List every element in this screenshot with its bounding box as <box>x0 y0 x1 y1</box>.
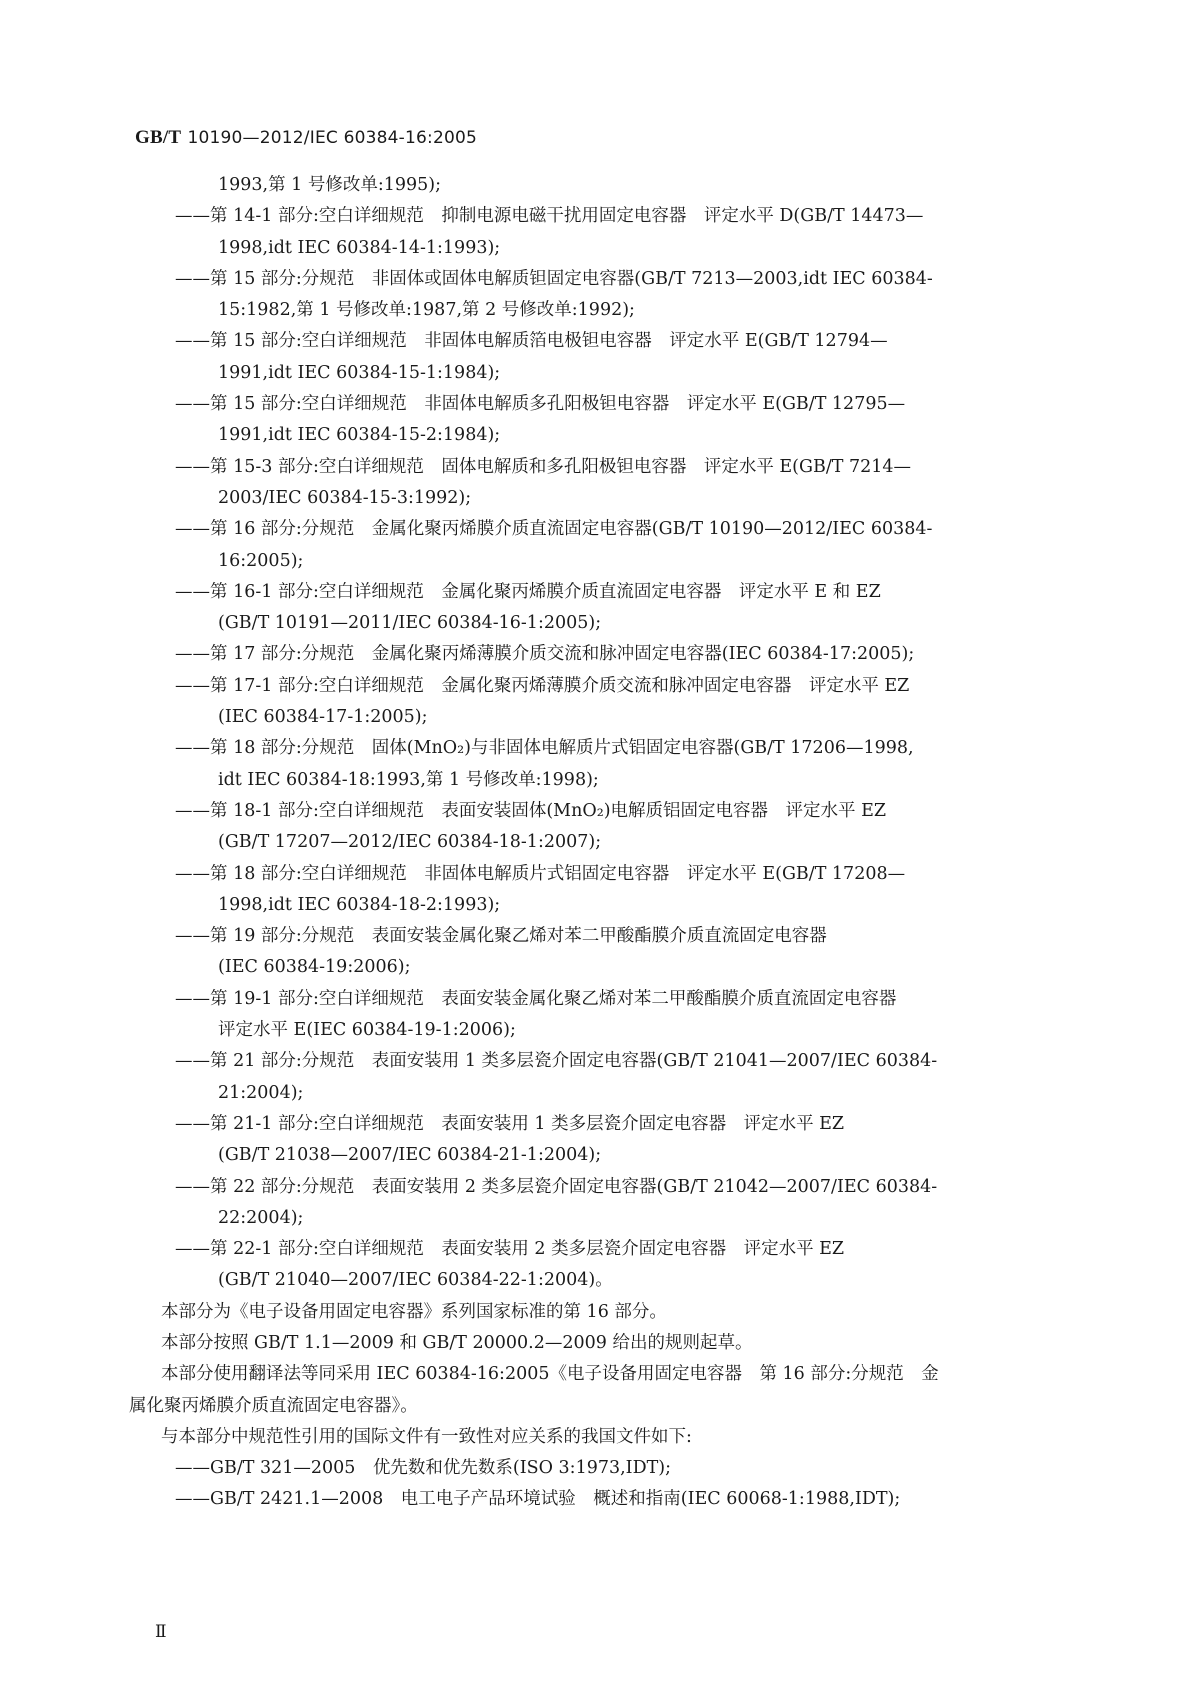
list-item-line1: ——第 22 部分:分规范 表面安装用 2 类多层瓷介固定电容器(GB/T 21042—2007/IEC 60384- <box>175 1176 938 1197</box>
list-item-line1: ——第 22-1 部分:空白详细规范 表面安装用 2 类多层瓷介固定电容器 评定水平 EZ <box>175 1239 845 1260</box>
document-body <box>129 170 1065 1516</box>
list-item-line2: 1998,idt IEC 60384-18-2:1993); <box>218 894 501 915</box>
list-item-line2: (GB/T 17207—2012/IEC 60384-18-1:2007); <box>218 832 602 853</box>
list-item-line1: ——第 15 部分:空白详细规范 非固体电解质箔电极钽电容器 评定水平 E(GB/T 12794— <box>175 331 888 352</box>
list-item-line2: 评定水平 E(IEC 60384-19-1:2006); <box>218 1020 516 1041</box>
list-item-line1: ——第 16-1 部分:空白详细规范 金属化聚丙烯膜介质直流固定电容器 评定水平 E 和 EZ <box>175 581 881 602</box>
paragraph-translation-line2: 属化聚丙烯膜介质直流固定电容器》。 <box>129 1395 418 1416</box>
list-item-line1: ——第 19 部分:分规范 表面安装金属化聚乙烯对苯二甲酸酯膜介质直流固定电容器 <box>175 926 827 947</box>
list-item-line2: 1991,idt IEC 60384-15-1:1984); <box>218 362 501 383</box>
list-item-line2: 2003/IEC 60384-15-3:1992); <box>218 487 472 508</box>
list-item-line2: 16:2005); <box>218 550 304 571</box>
standard-code-prefix: GB/T <box>135 127 182 148</box>
list-item-line2: (GB/T 21040—2007/IEC 60384-22-1:2004)。 <box>218 1270 613 1291</box>
list-item-line2: 22:2004); <box>218 1207 304 1228</box>
list-item-line1: ——第 21-1 部分:空白详细规范 表面安装用 1 类多层瓷介固定电容器 评定水平 EZ <box>175 1113 845 1134</box>
list-item-line1: ——第 21 部分:分规范 表面安装用 1 类多层瓷介固定电容器(GB/T 21041—2007/IEC 60384- <box>175 1051 938 1072</box>
list-item-line1: ——第 15 部分:空白详细规范 非固体电解质多孔阳极钽电容器 评定水平 E(GB/T 12795— <box>175 394 906 415</box>
paragraph-series: 本部分为《电子设备用固定电容器》系列国家标准的第 16 部分。 <box>161 1301 667 1322</box>
list-item-line1: ——第 16 部分:分规范 金属化聚丙烯膜介质直流固定电容器(GB/T 10190—2012/IEC 60384- <box>175 519 933 540</box>
list-item-line2: idt IEC 60384-18:1993,第 1 号修改单:1998); <box>218 769 599 790</box>
list-item-line2: 1991,idt IEC 60384-15-2:1984); <box>218 425 501 446</box>
list-item-line1: ——第 17 部分:分规范 金属化聚丙烯薄膜介质交流和脉冲固定电容器(IEC 60384-17:2005); <box>175 644 915 665</box>
list-item-line1: ——第 15 部分:分规范 非固体或固体电解质钽固定电容器(GB/T 7213—2003,idt IEC 60384- <box>175 268 933 289</box>
list-item-line1: ——第 18 部分:分规范 固体(MnO₂)与非固体电解质片式铝固定电容器(GB/T 17206—1998, <box>175 738 914 759</box>
continuation-line: 1993,第 1 号修改单:1995); <box>218 175 442 195</box>
list-item-line2: (GB/T 21038—2007/IEC 60384-21-1:2004); <box>218 1145 602 1166</box>
list-item-line2: (GB/T 10191—2011/IEC 60384-16-1:2005); <box>218 613 602 634</box>
paragraph-references-intro: 与本部分中规范性引用的国际文件有一致性对应关系的我国文件如下: <box>161 1426 692 1447</box>
standard-parts-list <box>175 201 1065 1296</box>
page-number: Ⅱ <box>155 1622 167 1642</box>
list-item-line2: (IEC 60384-19:2006); <box>218 957 411 978</box>
document-header <box>135 126 477 149</box>
list-item-line1: ——第 18 部分:空白详细规范 非固体电解质片式铝固定电容器 评定水平 E(GB/T 17208— <box>175 863 906 884</box>
list-item-line2: 1998,idt IEC 60384-14-1:1993); <box>218 237 501 258</box>
reference-item: ——GB/T 2421.1—2008 电工电子产品环境试验 概述和指南(IEC 60068-1:1988,IDT); <box>175 1489 901 1510</box>
standard-code: 10190—2012/IEC 60384-16:2005 <box>187 128 478 148</box>
list-item-line2: (IEC 60384-17-1:2005); <box>218 707 428 728</box>
list-item-line2: 21:2004); <box>218 1082 304 1103</box>
paragraph-drafting: 本部分按照 GB/T 1.1—2009 和 GB/T 20000.2—2009 给出的规则起草。 <box>161 1332 753 1353</box>
list-item-line1: ——第 17-1 部分:空白详细规范 金属化聚丙烯薄膜介质交流和脉冲固定电容器 评定水平 EZ <box>175 675 910 696</box>
list-item-line1: ——第 15-3 部分:空白详细规范 固体电解质和多孔阳极钽电容器 评定水平 E(GB/T 7214— <box>175 456 912 477</box>
reference-item: ——GB/T 321—2005 优先数和优先数系(ISO 3:1973,IDT); <box>175 1458 672 1479</box>
list-item-line1: ——第 14-1 部分:空白详细规范 抑制电源电磁干扰用固定电容器 评定水平 D(GB/T 14473— <box>175 206 924 227</box>
list-item-line1: ——第 18-1 部分:空白详细规范 表面安装固体(MnO₂)电解质铝固定电容器 评定水平 EZ <box>175 800 887 821</box>
list-item-line1: ——第 19-1 部分:空白详细规范 表面安装金属化聚乙烯对苯二甲酸酯膜介质直流固定电容器 <box>175 988 897 1009</box>
list-item-line2: 15:1982,第 1 号修改单:1987,第 2 号修改单:1992); <box>218 300 635 321</box>
paragraph-translation-line1: 本部分使用翻译法等同采用 IEC 60384-16:2005《电子设备用固定电容器 第 16 部分:分规范 金 <box>161 1364 939 1385</box>
